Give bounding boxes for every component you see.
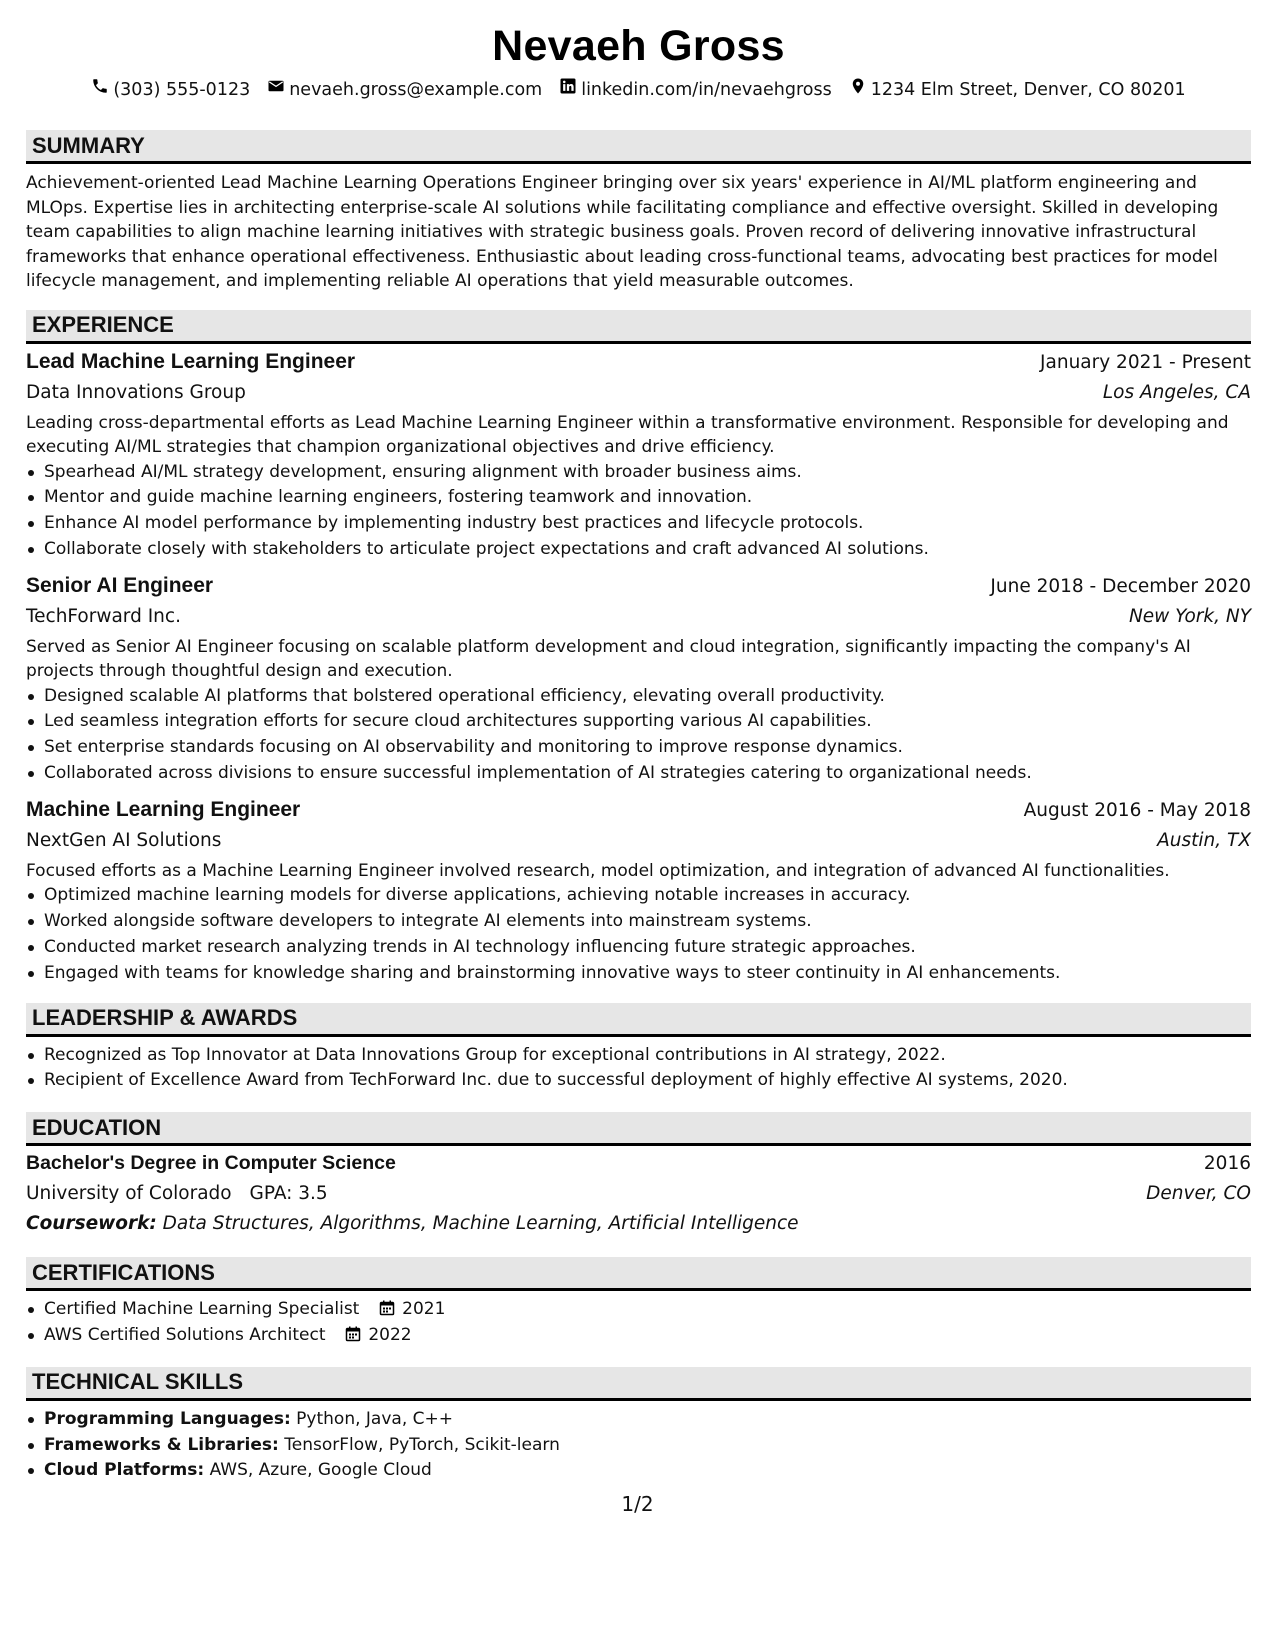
list-item: Collaborated across divisions to ensure successful implementation of AI strategies catering to organizational needs. [44,761,1251,787]
list-item: Collaborate closely with stakeholders to articulate project expectations and craft advanced AI solutions. [44,537,1251,563]
envelope-icon [267,76,285,104]
linkedin-icon [559,76,577,104]
resume-page [26,18,1251,1484]
list-item: Enhance AI model performance by implementing industry best practices and lifecycle protocols. [44,511,1251,537]
gpa: GPA: 3.5 [249,1183,328,1205]
skill-label: Frameworks & Libraries: [44,1434,279,1455]
school-name: University of Colorado [26,1183,232,1205]
phone-icon [91,76,109,104]
calendar-icon [379,1299,395,1315]
job-description: Focused efforts as a Machine Learning Engineer involved research, model optimization, and integration of advanced AI functionalities. [26,860,1170,881]
list-item: Mentor and guide machine learning engineers, fostering teamwork and innovation. [44,485,1251,511]
list-item [44,1323,1251,1349]
section-heading-leadership: LEADERSHIP & AWARDS [26,1003,1251,1037]
coursework [26,1209,1251,1239]
skill-label: Cloud Platforms: [44,1460,205,1481]
leadership-list [26,1043,1251,1095]
list-item: Set enterprise standards focusing on AI observability and monitoring to improve response dynamics. [44,735,1251,761]
section-heading-summary: SUMMARY [26,130,1251,164]
section-heading-skills: TECHNICAL SKILLS [26,1367,1251,1401]
skill-value: AWS, Azure, Google Cloud [209,1460,432,1481]
section-heading-certifications: CERTIFICATIONS [26,1257,1251,1291]
list-item [44,1297,1251,1323]
graduation-year: 2016 [1203,1153,1251,1175]
skills-list [26,1407,1251,1484]
job-company: TechForward Inc. [26,605,181,627]
education-entry [26,1148,1251,1239]
list-item: Recipient of Excellence Award from TechForward Inc. due to successful deployment of highly effective AI systems, 2020. [44,1068,1251,1094]
job-title: Machine Learning Engineer [26,797,301,821]
calendar-icon [345,1325,361,1341]
coursework-label: Coursework: [26,1213,157,1235]
job-company: Data Innovations Group [26,381,246,403]
email-text: nevaeh.gross@example.com [289,80,543,100]
linkedin-text: linkedin.com/in/nevaehgross [581,80,832,100]
job-entry [26,571,1251,787]
job-dates: August 2016 - May 2018 [1023,799,1251,821]
job-description: Served as Senior AI Engineer focusing on scalable platform development and cloud integration, significantly impacting the company's AI projects through thoughtful design and execution. [26,636,1191,682]
contact-email[interactable] [267,76,542,104]
skill-label: Programming Languages: [44,1408,291,1429]
list-item: Optimized machine learning models for diverse applications, achieving notable increases in accuracy. [44,883,1251,909]
page-number: 1/2 [621,1492,654,1516]
job-bullets [26,684,1251,787]
job-entry [26,795,1251,987]
list-item: Worked alongside software developers to integrate AI elements into mainstream systems. [44,909,1251,935]
list-item: Spearhead AI/ML strategy development, ensuring alignment with broader business aims. [44,460,1251,486]
map-pin-icon [849,76,867,104]
job-location: New York, NY [1128,605,1251,627]
job-location: Los Angeles, CA [1102,381,1251,403]
job-title: Senior AI Engineer [26,573,214,597]
list-item: Designed scalable AI platforms that bolstered operational efficiency, elevating overall productivity. [44,684,1251,710]
job-location: Austin, TX [1157,829,1251,851]
list-item: Engaged with teams for knowledge sharing and brainstorming innovative ways to steer continuity in AI enhancements. [44,961,1251,987]
list-item [44,1433,1251,1459]
job-title: Lead Machine Learning Engineer [26,349,356,373]
phone-text: (303) 555-0123 [113,80,251,100]
job-dates: January 2021 - Present [1040,351,1251,373]
contact-bar [26,76,1251,104]
contact-address [849,76,1186,104]
certification-year: 2021 [402,1299,446,1320]
job-company: NextGen AI Solutions [26,829,222,851]
address-text: 1234 Elm Street, Denver, CO 80201 [870,80,1186,100]
school-location: Denver, CO [1146,1183,1251,1205]
certifications-list [26,1297,1251,1349]
job-bullets [26,460,1251,563]
job-description: Leading cross-departmental efforts as Lead Machine Learning Engineer within a transformative environment. Responsible for developing and executing AI/ML strategies that champion organizational objectives and drive efficiency. [26,412,1229,457]
section-heading-experience: EXPERIENCE [26,310,1251,344]
contact-phone[interactable] [91,76,250,104]
list-item: Recognized as Top Innovator at Data Innovations Group for exceptional contributions in AI strategy, 2022. [44,1043,1251,1069]
coursework-list: Data Structures, Algorithms, Machine Learning, Artificial Intelligence [162,1213,799,1235]
summary-text: Achievement-oriented Lead Machine Learning Operations Engineer bringing over six years' experience in AI/ML platform engineering and MLOps. Expertise lies in architecting enterprise-scale AI solutions while facilitating compliance and effective oversight. Skilled in developing team capabilities to align machine learning initiatives with strategic business goals. Proven record of delivering innovative infrastructural frameworks that enhance operational effectiveness. Enthusiastic about leading cross-functional teams, advocating best practices for model lifecycle management, and implementing reliable AI operations that yield measurable outcomes. [26,173,1219,291]
certification-name: Certified Machine Learning Specialist [44,1299,360,1320]
job-dates: June 2018 - December 2020 [990,575,1251,597]
degree-title: Bachelor's Degree in Computer Science [26,1152,396,1175]
certification-year: 2022 [368,1324,412,1345]
certification-name: AWS Certified Solutions Architect [44,1324,326,1345]
candidate-name: Nevaeh Gross [492,22,785,70]
list-item [44,1407,1251,1433]
list-item: Led seamless integration efforts for secure cloud architectures supporting various AI capabilities. [44,709,1251,735]
list-item: Conducted market research analyzing trends in AI technology influencing future strategic approaches. [44,935,1251,961]
section-heading-education: EDUCATION [26,1112,1251,1146]
contact-linkedin[interactable] [559,76,832,104]
skill-value: TensorFlow, PyTorch, Scikit-learn [284,1434,560,1455]
job-entry [26,347,1251,563]
job-bullets [26,883,1251,986]
skill-value: Python, Java, C++ [296,1408,453,1429]
list-item [44,1458,1251,1484]
